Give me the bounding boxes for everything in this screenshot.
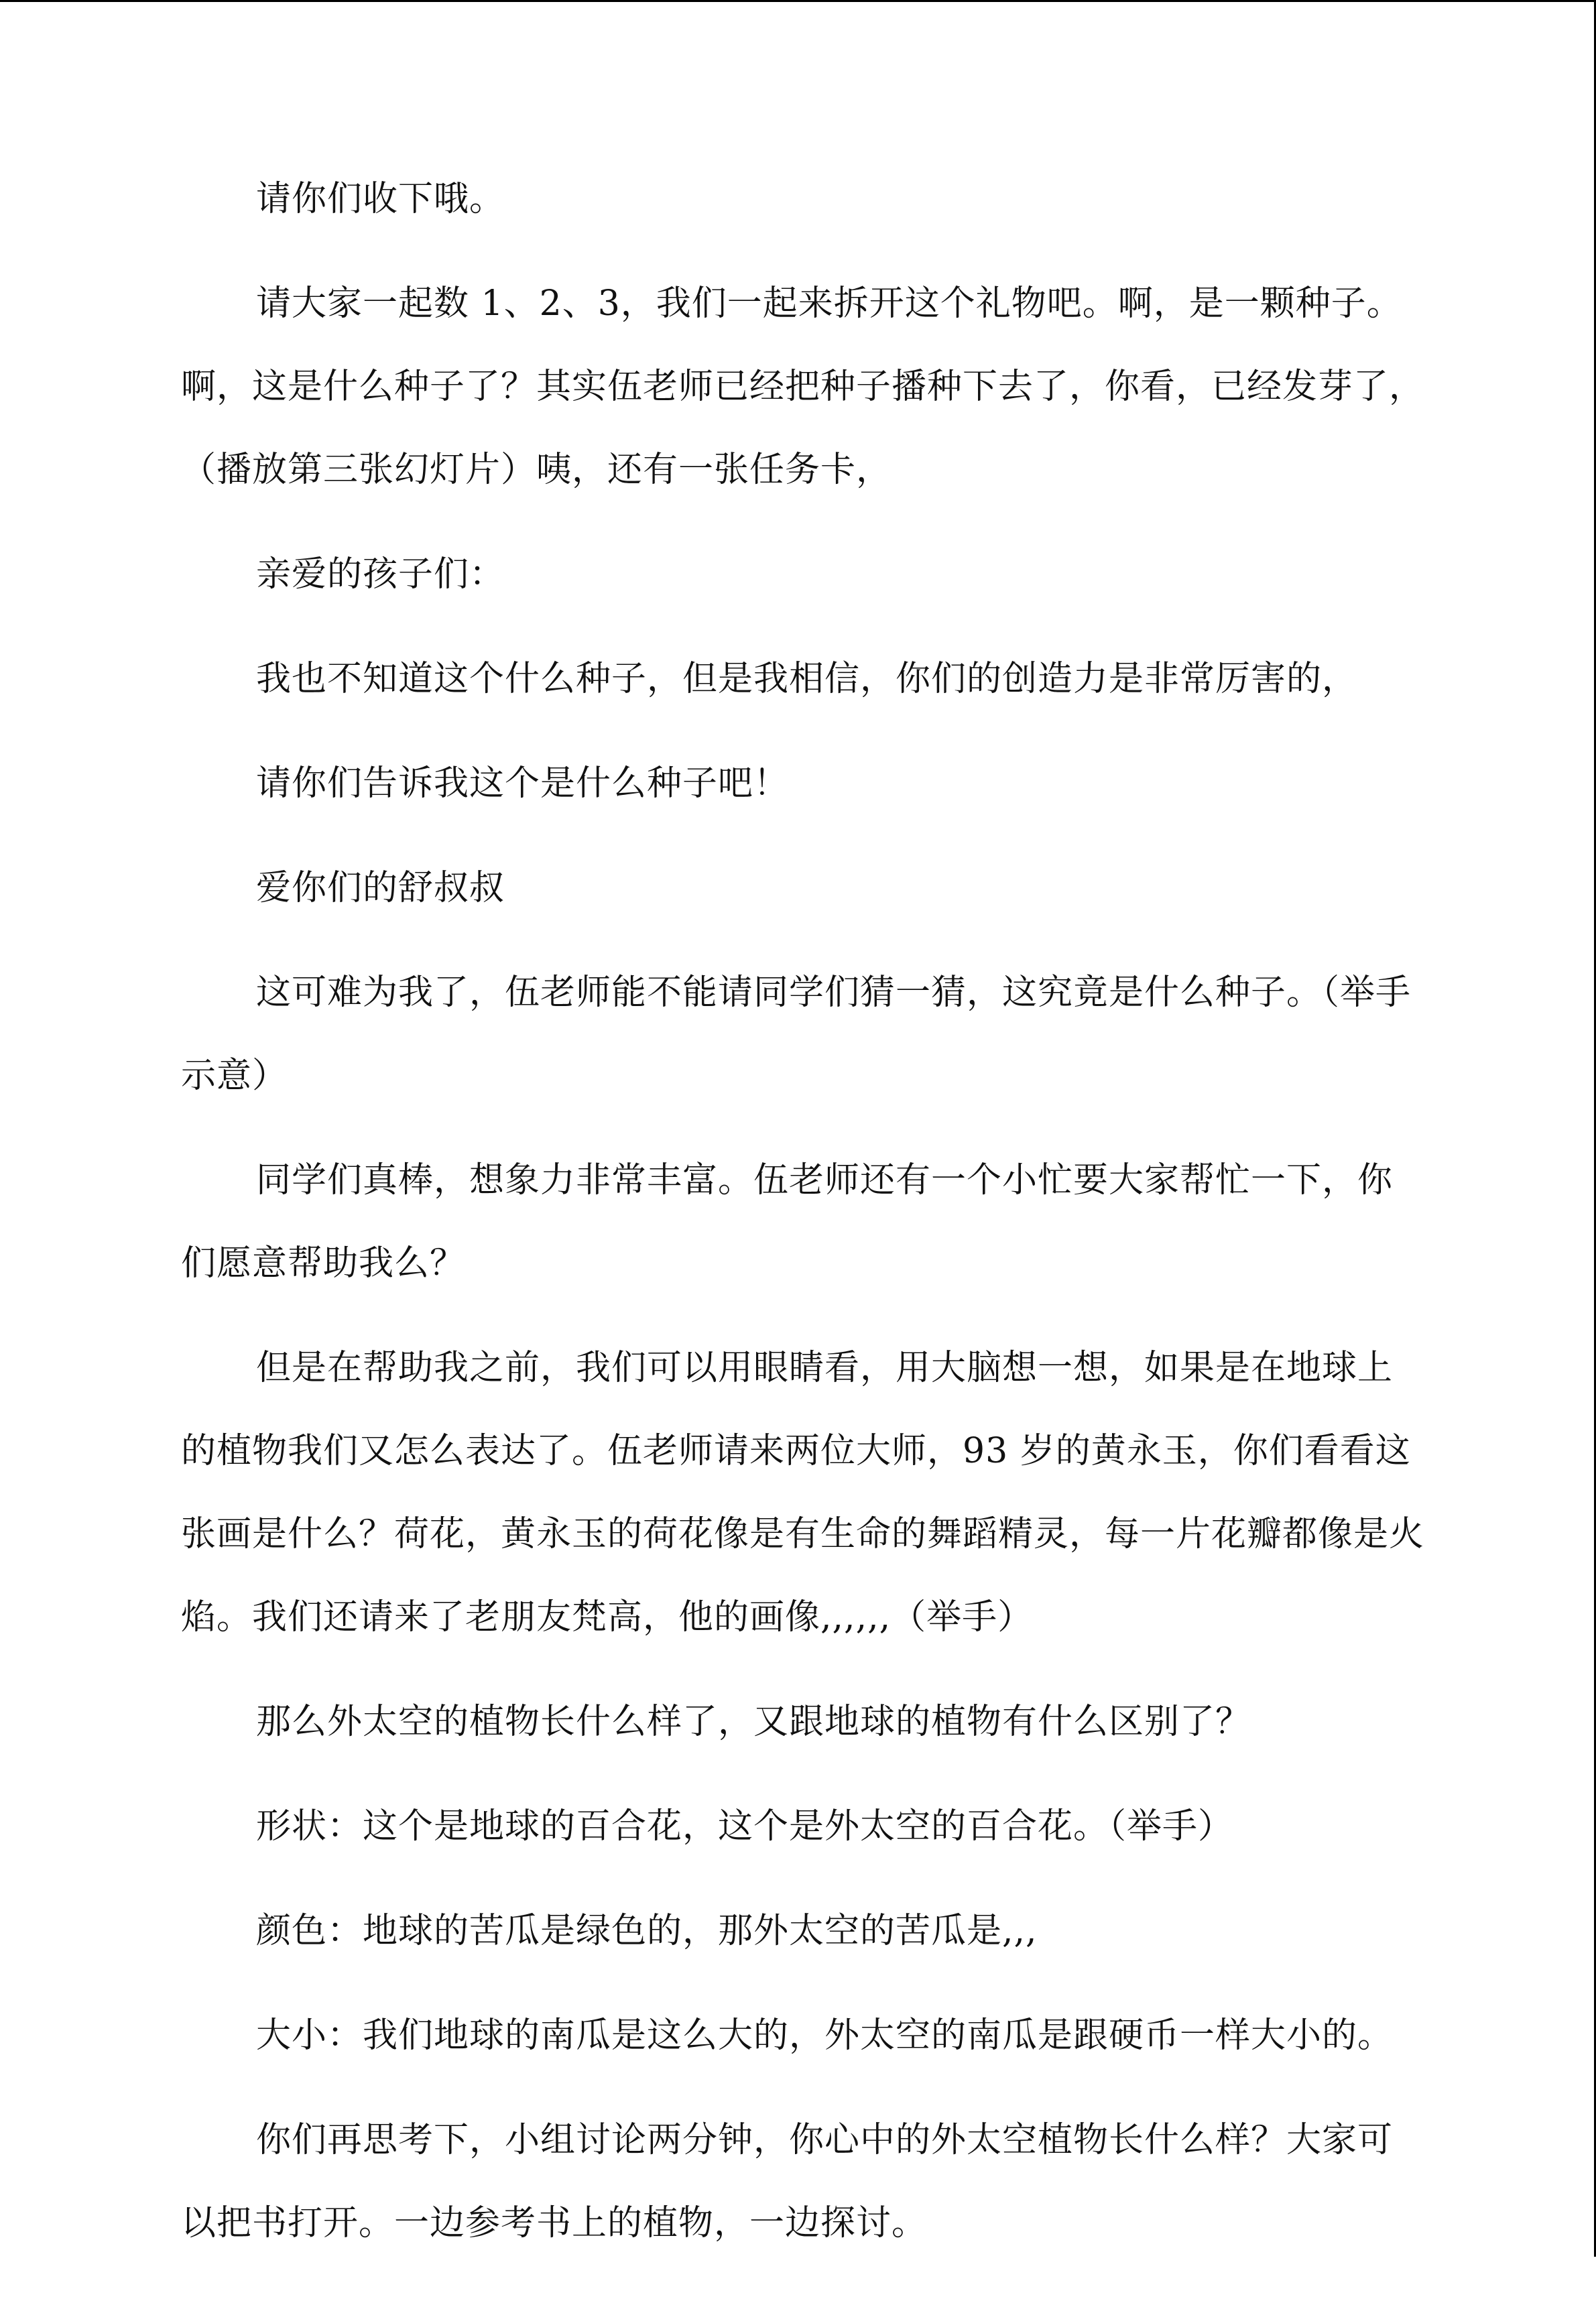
paragraph: 颜色：地球的苦瓜是绿色的，那外太空的苦瓜是,,,: [256, 1911, 1038, 1951]
paragraph: 请你们告诉我这个是什么种子吧！: [256, 763, 790, 804]
paragraph: 你们再思考下，小组讨论两分钟，你心中的外太空植物长什么样？大家可以把书打开。一边参考书上的植物，一边探讨。: [181, 2120, 1394, 2243]
paragraph: 亲爱的孩子们：: [256, 554, 505, 595]
paragraph: 请大家一起数 1、2、3，我们一起来拆开这个礼物吧。啊，是一颗种子。啊，这是什么种子了？其实伍老师已经把种子播种下去了，你看，已经发芽了，（播放第三张幻灯片）咦，还有一张任务卡，: [181, 284, 1425, 490]
paragraph: 这可难为我了，伍老师能不能请同学们猜一猜，这究竟是什么种子。（举手示意）: [181, 973, 1412, 1096]
paragraph: 请你们收下哦。: [256, 179, 505, 219]
page-top-border: [0, 0, 1596, 2]
paragraph: 那么外太空的植物长什么样了，又跟地球的植物有什么区别了？: [256, 1702, 1251, 1742]
paragraph: 同学们真棒，想象力非常丰富。伍老师还有一个小忙要大家帮忙一下，你们愿意帮助我么？: [181, 1160, 1394, 1284]
document-body: [181, 158, 1428, 2307]
paragraph: 大小：我们地球的南瓜是这么大的，外太空的南瓜是跟硬币一样大小的。: [256, 2015, 1394, 2056]
paragraph: 但是在帮助我之前，我们可以用眼睛看，用大脑想一想，如果是在地球上的植物我们又怎么表达了。伍老师请来两位大师，93 岁的黄永玉，你们看看这张画是什么？荷花，黄永玉的荷花像是有生命的舞蹈精灵，每一片花瓣都像是火焰。我们还请来了老朋友梵高，他的画像,,,,,,（举手）: [181, 1348, 1425, 1637]
paragraph: 爱你们的舒叔叔: [256, 868, 505, 908]
paragraph: 我也不知道这个什么种子，但是我相信，你们的创造力是非常厉害的，: [256, 659, 1358, 699]
paragraph: 形状：这个是地球的百合花，这个是外太空的百合花。（举手）: [256, 1806, 1234, 1847]
